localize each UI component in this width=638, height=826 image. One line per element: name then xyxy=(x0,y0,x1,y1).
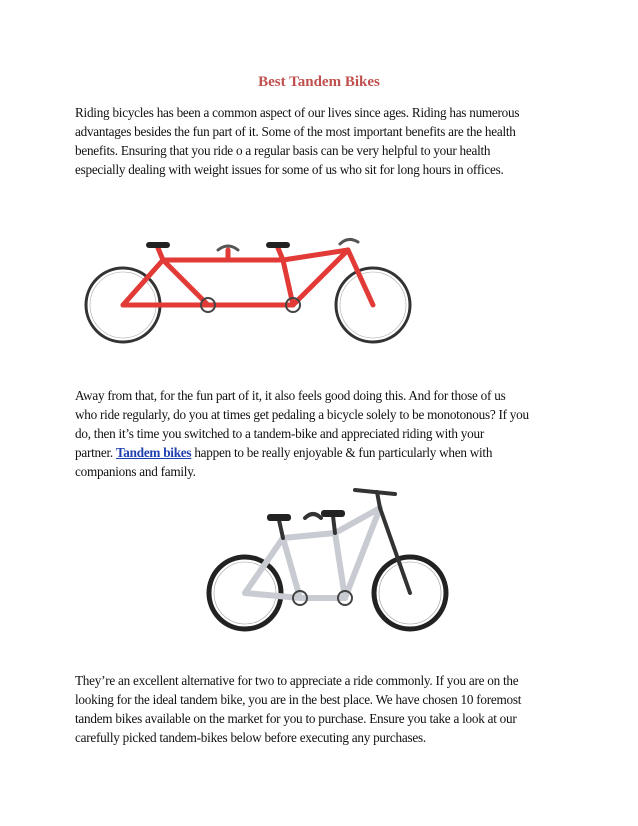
red-tandem-bike-image xyxy=(78,230,418,350)
paragraph-line: tandem bikes available on the market for you to purchase. Ensure you take a look at our xyxy=(75,711,517,726)
paragraph-line: advantages besides the fun part of it. Some of the most important benefits are the health xyxy=(75,124,516,139)
paragraph-line xyxy=(75,443,565,462)
page-title: Best Tandem Bikes xyxy=(258,74,380,90)
paragraph-line: Riding bicycles has been a common aspect of our lives since ages. Riding has numerous xyxy=(75,105,520,120)
paragraph-line: especially dealing with weight issues for some of us who sit for long hours in offices. xyxy=(75,162,504,177)
line-text: happen to be really enjoyable & fun particularly when with xyxy=(191,445,493,460)
paragraph-line: looking for the ideal tandem bike, you are in the best place. We have chosen 10 foremost xyxy=(75,692,522,707)
paragraph-line: companions and family. xyxy=(75,464,196,479)
silver-tandem-bike-image xyxy=(205,478,450,648)
paragraph-line: They’re an excellent alternative for two to appreciate a ride commonly. If you are on the xyxy=(75,673,519,688)
tandem-bikes-link[interactable]: Tandem bikes xyxy=(115,445,192,460)
second-paragraph xyxy=(75,386,565,481)
paragraph-line: benefits. Ensuring that you ride o a regular basis can be very helpful to your health xyxy=(75,143,491,158)
paragraph-line: who ride regularly, do you at times get pedaling a bicycle solely to be monotonous? If you xyxy=(75,407,529,422)
third-paragraph xyxy=(75,671,565,747)
paragraph-line: do, then it’s time you switched to a tandem-bike and appreciated riding with your xyxy=(75,426,484,441)
paragraph-line: Away from that, for the fun part of it, it also feels good doing this. And for those of us xyxy=(75,388,506,403)
paragraph-line: carefully picked tandem-bikes below before executing any purchases. xyxy=(75,730,426,745)
line-text: partner. xyxy=(75,445,116,460)
intro-paragraph xyxy=(75,103,565,179)
